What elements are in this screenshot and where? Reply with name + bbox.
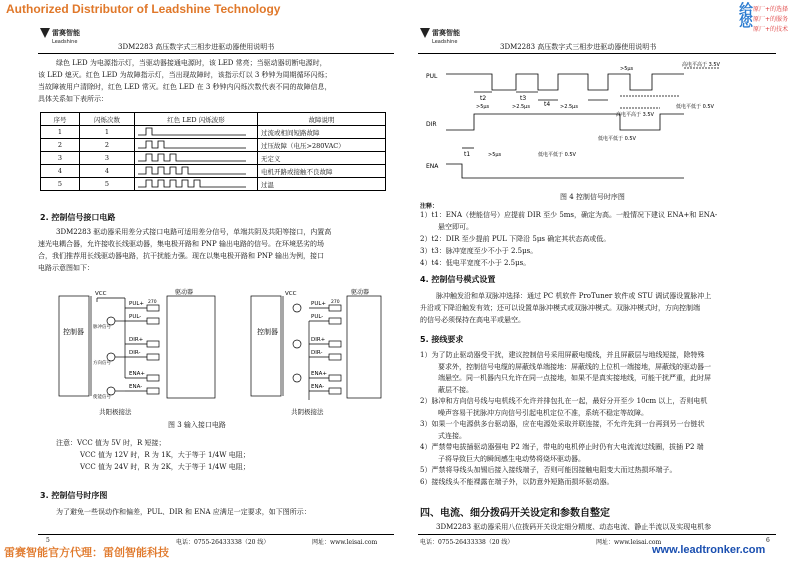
gt25-label: >2.5μs: [512, 104, 530, 110]
blink-waveform: [135, 178, 258, 191]
col-header: 故障说明: [258, 113, 386, 126]
resistor-label: 270: [148, 300, 157, 305]
footer-phone: 电话：0755-26433338（20 线）: [176, 539, 270, 546]
official-agent-banner: 雷赛智能官方代理：雷创智能科技: [4, 547, 169, 559]
pin-label: ENA-: [129, 384, 143, 390]
high-level-label: 高电平高于 3.5V: [616, 112, 654, 118]
signal-label: 脉冲信号: [93, 325, 111, 330]
low-level-label: 低电平低于 0.5V: [538, 152, 576, 158]
brand-logo: 给您: [737, 2, 753, 26]
intro-paragraph: 绿色 LED 为电源指示灯，当驱动器接通电源时，该 LED 常亮；当驱动器切断电源时， 该 LED 熄灭。红色 LED 为故障指示灯，当出现故障时，该指示灯以 3 秒钟为周期循环闪烁； 当故障被用户清除时，红色 LED 常灭。红色 LED 在 3 秒钟内闪烁次数代表不同的故障信息， 具体关系如下表所示：: [38, 59, 332, 103]
website-link[interactable]: www.leadtronker.com: [652, 544, 766, 556]
common-cathode-caption: 共阴极接法: [291, 408, 324, 416]
low-level-label: 低电平低于 0.5V: [598, 136, 636, 142]
gt5-label: >5μs: [620, 66, 634, 72]
section-2-text: 3DM2283 驱动器采用差分式接口电路可适用差分信号，单端共阴及共阳等接口，内置高 速光电耦合器，允许接收长线驱动器，集电极开路和 PNP 输出电路的信号。在环境恶劣的场 合，我们推荐用长线驱动器电路，抗干扰能力强。现在以集电极开路和 PNP 输出为例，接口 电路示意图如下：: [38, 228, 332, 272]
table-row: 1 1 过流或相间短路故障: [41, 126, 386, 139]
table-header-row: [41, 113, 386, 126]
logo-sub: Leadshine: [432, 39, 458, 45]
high-level-label: 高电平高于 3.5V: [682, 62, 720, 68]
dir-label: DIR: [426, 121, 437, 128]
resistor-label: 270: [331, 300, 340, 305]
pul-label: PUL: [426, 73, 438, 80]
brand-badge: [735, 2, 793, 36]
leadshine-logo: 雷赛智能: [40, 28, 80, 38]
vcc-notes: 注意：VCC 值为 5V 时，R 短接； VCC 值为 12V 时，R 为 1K，大于等于 1/4W 电阻； VCC 值为 24V 时，R 为 2K，大于等于 1/4W 电阻；: [56, 439, 250, 471]
blink-waveform: [135, 165, 258, 178]
timing-diagram: [420, 56, 776, 190]
footer-rule: [38, 534, 394, 535]
t4-label: t4: [544, 101, 551, 108]
table-row: 2 2 过压故障（电压>280VAC）: [41, 139, 386, 152]
timing-notes: 1）t1：ENA（使能信号）应提前 DIR 至少 5ms，确定为高。一般情况下建议 ENA+和 ENA- 悬空即可。 2）t2：DIR 至少提前 PUL 下降沿 5μs 确定其状态高或低。 3）t3：脉冲宽度至少不小于 2.5μs。 4）t4：低电平宽度不小于 2.5μs。: [420, 211, 718, 267]
pin-label: ENA+: [311, 371, 327, 377]
figure-3-caption: 图 3 输入接口电路: [168, 421, 226, 429]
controller-box: [59, 296, 89, 396]
table-row: 3 3 无定义: [41, 152, 386, 165]
header-rule: [38, 53, 394, 54]
pin-label: PUL+: [311, 301, 327, 307]
driver-box: [167, 296, 215, 398]
section-4-text: 脉冲触发沿和单双脉冲选择：通过 PC 机软件 ProTuner 软件或 STU 调试器设置脉冲上 升沿或下降沿触发有效；还可以设置单脉冲模式或双脉冲模式。双脉冲模式时，方向控制端 的信号必须保持在高电平或悬空。: [420, 292, 712, 324]
fault-table: [40, 112, 386, 191]
page-number: 6: [766, 537, 770, 544]
ena-waveform: [446, 164, 684, 178]
section-2-title: 2. 控制信号接口电路: [40, 213, 116, 222]
pin-label: PUL-: [129, 314, 142, 320]
page-header-title: 3DM2283 高压数字式三相步进驱动器使用说明书: [118, 43, 275, 51]
pin-label: DIR+: [129, 337, 144, 343]
blink-waveform: [135, 126, 258, 139]
pin-label: PUL+: [129, 301, 145, 307]
col-header: 闪烁次数: [80, 113, 135, 126]
col-header: 序号: [41, 113, 80, 126]
header-rule: [418, 53, 776, 54]
low-level-label: 低电平低于 0.5V: [676, 104, 714, 110]
controller-label: 控制器: [257, 328, 278, 336]
footer-phone: 电话：0755-26433338（20 线）: [420, 539, 514, 546]
brand-line: 原厂+的服务: [753, 16, 789, 23]
chapter-4-title: 四、电流、细分拨码开关设定和参数自整定: [420, 508, 610, 519]
blink-waveform: [135, 152, 258, 165]
brand-line: 原厂+的技术: [753, 26, 789, 33]
gt25-label: >2.5μs: [560, 104, 578, 110]
gt5-label: >5μs: [476, 104, 490, 110]
footer-web: 网址：www.leisai.com: [596, 539, 662, 546]
blink-waveform: [135, 139, 258, 152]
driver-label: 驱动器: [175, 289, 194, 296]
pin-label: DIR-: [311, 350, 323, 356]
input-circuit-diagram: [55, 288, 385, 420]
col-header: 红色 LED 闪烁波形: [135, 113, 258, 126]
page-header-title: 3DM2283 高压数字式三相步进驱动器使用说明书: [500, 43, 657, 51]
brand-line: 原厂+的选择: [753, 6, 789, 13]
pin-label: ENA-: [311, 384, 325, 390]
table-row: 5 5 过温: [41, 178, 386, 191]
pin-label: DIR+: [311, 337, 326, 343]
footer-rule: [418, 534, 776, 535]
section-5-title: 5. 接线要求: [420, 335, 464, 344]
t2-label: t2: [480, 95, 487, 102]
pul-waveform: [446, 74, 684, 90]
pin-label: ENA+: [129, 371, 145, 377]
distributor-banner: Authorized Distributor of Leadshine Technology: [6, 2, 281, 16]
gt5-label: >5μs: [488, 152, 502, 158]
signal-label: 使能信号: [93, 395, 111, 400]
chapter-4-text: 3DM2283 驱动器采用八位拨码开关设定细分精度、动态电流、静止半流以及实现电机参: [436, 523, 712, 531]
common-anode-caption: 共阳极接法: [99, 408, 132, 416]
footer-web: 网址：www.leisai.com: [312, 539, 378, 546]
pin-label: DIR-: [129, 350, 141, 356]
section-4-title: 4. 控制信号模式设置: [420, 275, 496, 284]
figure-4-caption: 图 4 控制信号时序图: [560, 193, 625, 201]
t3-label: t3: [520, 95, 527, 102]
pin-label: PUL-: [311, 314, 324, 320]
vcc-label: VCC: [285, 291, 297, 297]
wiring-requirements: 1）为了防止驱动器受干扰，建议控制信号采用屏蔽电缆线，并且屏蔽层与地线短接，除特殊 要求外，控制信号电缆的屏蔽线单端接地：屏蔽线的上位机一端接地，屏蔽线的驱动器一 端悬空。同一机器内只允许在同一点接地，如果不是真实接地线，可能干扰严重，此时屏 蔽层不接。 2）脉冲和方向信号线与电机线不允许并排包扎在一起，最好分开至少 10cm 以上，否则电机 噪声容易干扰脉冲方向信号引起电机定位不准，系统不稳定等故障。 3）如果一个电源供多台驱动器，应在电源处采取并联连接，不允许先到一台再到另一台链状 式连接。 4）严禁带电拔插驱动器强电 P2 端子，带电的电机停止时仍有大电流流过线圈，拔插 P2 端 子将导致巨大的瞬间感生电动势将烧坏驱动器。 5）严禁将导线头加锡后接入接线端子，否则可能因接触电阻变大而过热损坏端子。 6）接线线头不能裸露在端子外，以防意外短路而损坏驱动器。: [420, 351, 711, 486]
driver-label: 驱动器: [351, 289, 370, 296]
controller-label: 控制器: [63, 328, 84, 336]
page-number: 5: [46, 537, 50, 544]
notes-label: 注释：: [420, 203, 439, 210]
signal-label: 方向信号: [93, 361, 111, 366]
logo-sub: Leadshine: [52, 39, 78, 45]
leadshine-logo: 雷赛智能: [420, 28, 460, 38]
vcc-label: VCC: [95, 291, 107, 297]
section-3-text: 为了避免一些误动作和偏差，PUL、DIR 和 ENA 应满足一定要求，如下图所示：: [56, 508, 311, 516]
t1-label: t1: [464, 151, 471, 158]
section-3-title: 3. 控制信号时序图: [40, 491, 108, 500]
ena-label: ENA: [426, 163, 439, 170]
table-row: 4 4 电机开路或接触不良故障: [41, 165, 386, 178]
